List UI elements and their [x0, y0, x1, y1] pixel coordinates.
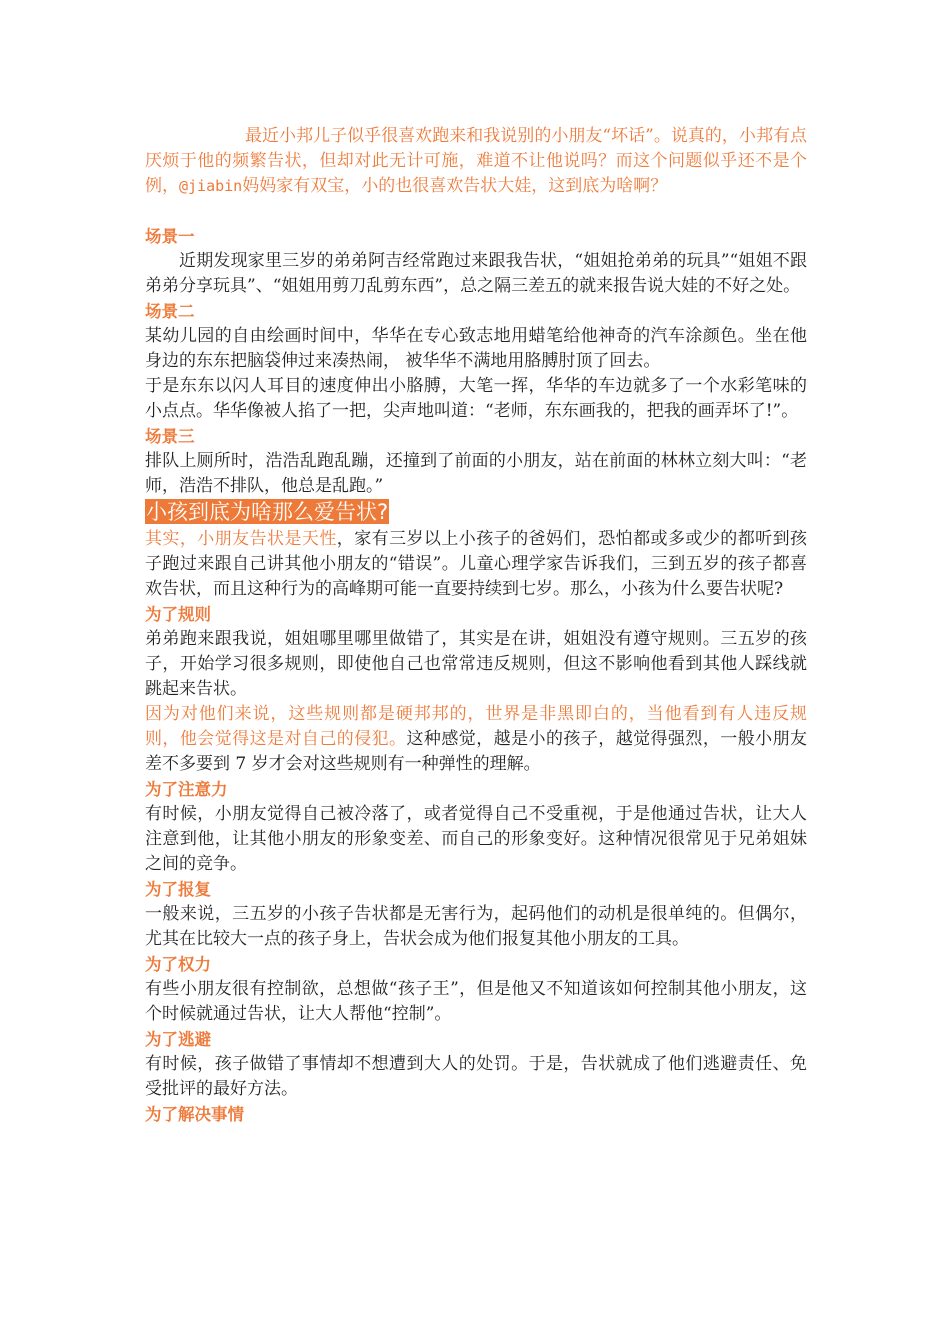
solve-heading: 为了解决事情 [145, 1105, 244, 1124]
power-heading: 为了权力 [145, 955, 211, 974]
attention-heading: 为了注意力 [145, 780, 228, 799]
escape-body: 有时候，孩子做错了事情却不想遭到大人的处罚。于是，告状就成了他们逃避责任、免受批评的最好方法。 [145, 1054, 807, 1099]
rules-highlight: 因为对他们来说，这些规则都是硬邦邦的，世界是非黑即白的，当他看到有人违反规则，他会觉得这是对自己的侵犯。 [145, 704, 807, 749]
revenge-heading: 为了报复 [145, 880, 211, 899]
intro-handle: @jiabin [179, 177, 243, 195]
intro-paragraph [145, 124, 807, 199]
scene2-paragraph-1: 某幼儿园的自由绘画时间中，华华在专心致志地用蜡笔给他神奇的汽车涂颜色。坐在他身边的东东把脑袋伸过来凑热闹， 被华华不满地用胳膊肘顶了回去。 [145, 326, 807, 371]
article-body [145, 124, 807, 1127]
scene2-paragraph-2: 于是东东以闪人耳目的速度伸出小胳膊，大笔一挥，华华的车边就多了一个水彩笔味的小点点。华华像被人掐了一把，尖声地叫道：“老师，东东画我的，把我的画弄坏了!”。 [145, 376, 807, 421]
rules-rest: 这种感觉，越是小的孩子，越觉得强烈，一般小朋友差不多要到 7 岁才会对这些规则有一种弹性的理解。 [145, 729, 808, 774]
why-rest: ，家有三岁以上小孩子的爸妈们，恐怕都或多或少的都听到孩子跑过来跟自己讲其他小朋友的“错误”。儿童心理学家告诉我们，三到五岁的孩子都喜欢告状，而且这种行为的高峰期可能一直要持续到七岁。那么，小孩为什么要告状呢? [145, 529, 808, 599]
scene3-heading: 场景三 [145, 427, 195, 446]
intro-text-b: 妈妈家有双宝，小的也很喜欢告状大娃，这到底为啥啊？ [242, 176, 668, 196]
scene3-body: 排队上厕所时，浩浩乱跑乱蹦，还撞到了前面的小朋友，站在前面的林林立刻大叫：“老师，浩浩不排队，他总是乱跑。” [145, 451, 807, 496]
scene1-body: 近期发现家里三岁的弟弟阿吉经常跑过来跟我告状，“姐姐抢弟弟的玩具”“姐姐不跟弟弟分享玩具”、“姐姐用剪刀乱剪东西”，总之隔三差五的就来报告说大娃的不好之处。 [145, 251, 807, 296]
revenge-body: 一般来说，三五岁的小孩子告状都是无害行为，起码他们的动机是很单纯的。但偶尔，尤其在比较大一点的孩子身上，告状会成为他们报复其他小朋友的工具。 [145, 904, 807, 949]
power-body: 有些小朋友很有控制欲，总想做“孩子王”，但是他又不知道该如何控制其他小朋友，这个时候就通过告状，让大人帮他“控制”。 [145, 979, 807, 1024]
intro-text-a: 最近小邦儿子似乎很喜欢跑来和我说别的小朋友“坏话”。说真的，小邦有点厌烦于他的频繁告状，但却对此无计可施，难道不让他说吗？而这个问题似乎还不是个例， [145, 126, 807, 196]
why-highlight: 其实，小朋友告状是天性 [145, 529, 337, 549]
rules-paragraph-2 [145, 702, 807, 777]
section-banner-row [145, 499, 807, 527]
why-paragraph [145, 527, 807, 602]
rules-paragraph-1: 弟弟跑来跟我说，姐姐哪里哪里做错了，其实是在讲，姐姐没有遵守规则。三五岁的孩子，开始学习很多规则，即使他自己也常常违反规则，但这不影响他看到其他人踩线就跳起来告状。 [145, 629, 807, 699]
scene1-heading: 场景一 [145, 227, 195, 246]
spacer [145, 199, 807, 224]
rules-heading: 为了规则 [145, 605, 211, 624]
attention-body: 有时候，小朋友觉得自己被冷落了，或者觉得自己不受重视，于是他通过告状，让大人注意到他，让其他小朋友的形象变差、而自己的形象变好。这种情况很常见于兄弟姐妹之间的竞争。 [145, 804, 807, 874]
escape-heading: 为了逃避 [145, 1030, 211, 1049]
scene2-heading: 场景二 [145, 302, 195, 321]
section-banner: 小孩到底为啥那么爱告状? [146, 500, 389, 524]
